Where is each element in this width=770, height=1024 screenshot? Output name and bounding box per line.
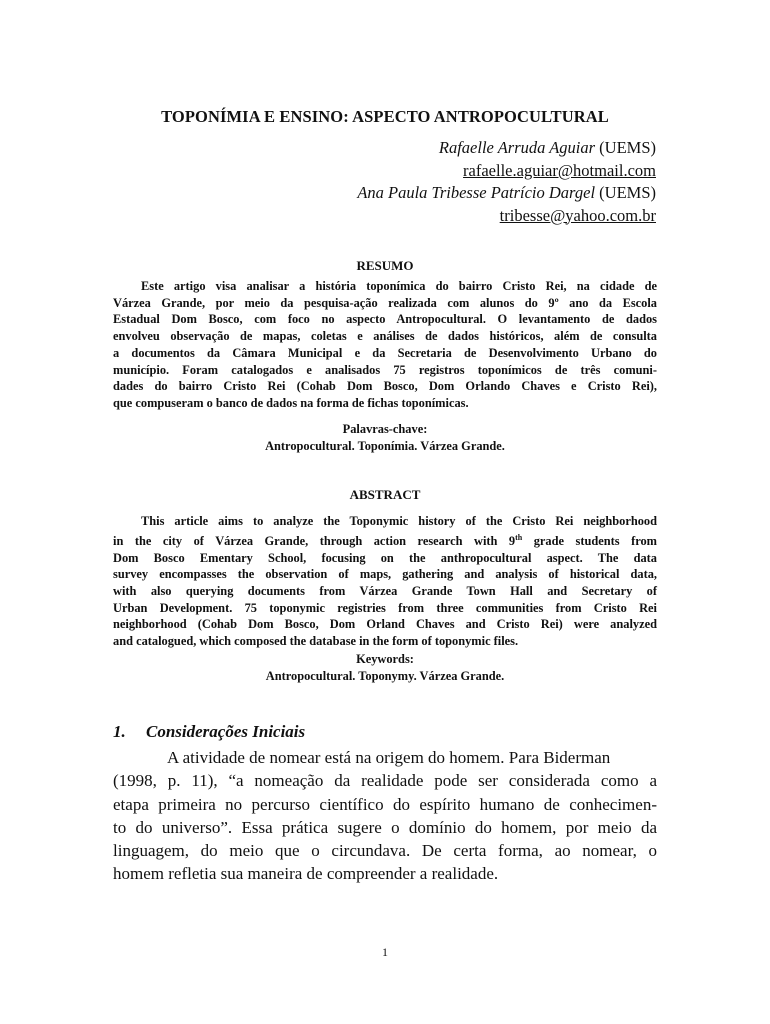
body-line: linguagem, do meio que o circundava. De certa forma, ao nomear, o	[113, 841, 657, 861]
author-affiliation: (UEMS)	[599, 138, 656, 157]
section-number: 1.	[113, 722, 126, 741]
body-line: (1998, p. 11), “a nomeação da realidade pode ser considerada como a	[113, 771, 657, 791]
author-email-line	[357, 205, 656, 228]
resumo-line: envolveu observação de mapas, coletas e análises de dados históricos, além de consulta	[113, 329, 657, 344]
resumo-line: a documentos da Câmara Municipal e da Secretaria de Desenvolvimento Urbano do	[113, 345, 657, 360]
resumo-line: Este artigo visa analisar a história toponímica do bairro Cristo Rei, na cidade de	[141, 279, 657, 293]
abstract-heading: ABSTRACT	[349, 487, 421, 502]
abstract-keywords	[113, 651, 657, 684]
abstract-line: with also querying documents from Várzea Grande Town Hall and Secretary of	[113, 583, 657, 598]
resumo-keywords	[113, 421, 657, 454]
section-title: Considerações Iniciais	[146, 722, 306, 741]
abstract-line: Dom Bosco Ementary School, focusing on the anthropocultural aspect. The data	[113, 550, 657, 565]
author-email-line	[357, 160, 656, 183]
resumo-heading: RESUMO	[356, 258, 414, 273]
resumo-line: Várzea Grande, por meio da pesquisa-ação realizada com alunos do 9º ano da Escola	[113, 295, 657, 310]
author-email-link[interactable]: rafaelle.aguiar@hotmail.com	[463, 160, 656, 180]
resumo-line: que compuseram o banco de dados na forma de fichas toponímicas.	[113, 395, 469, 410]
resumo-line: município. Foram catalogados e analisados 75 registros toponímicos de três comuni-	[113, 362, 657, 377]
keywords-label: Keywords:	[356, 652, 414, 666]
body-line: A atividade de nomear está na origem do homem. Para Biderman	[167, 748, 611, 767]
abstract-line: This article aims to analyze the Toponymic history of the Cristo Rei neighborhood	[141, 514, 657, 528]
keywords-text: Antropocultural. Toponímia. Várzea Grande.	[265, 438, 505, 453]
author-name: Rafaelle Arruda Aguiar	[438, 138, 596, 157]
abstract-body	[113, 513, 657, 650]
section-body	[113, 746, 657, 886]
keywords-label: Palavras-chave:	[342, 422, 428, 436]
page-number: 1	[382, 945, 388, 959]
paper-title: TOPONÍMIA E ENSINO: ASPECTO ANTROPOCULTURAL	[161, 107, 609, 126]
abstract-line: and catalogued, which composed the database in the form of toponymic files.	[113, 634, 519, 649]
author-line	[357, 137, 656, 160]
body-line: etapa primeira no percurso científico do espírito humano de conhecimen-	[113, 794, 657, 814]
body-line: homem refletia sua maneira de compreender a realidade.	[113, 864, 499, 884]
abstract-line: survey encompasses the observation of maps, gathering and analysis of historical data,	[113, 567, 657, 582]
author-affiliation: (UEMS)	[599, 183, 656, 202]
abstract-line: in the city of Várzea Grande, through action research with 9th grade students from	[113, 532, 657, 548]
resumo-body	[113, 278, 657, 412]
author-line	[357, 182, 656, 205]
abstract-line: neighborhood (Cohab Dom Bosco, Dom Orland Chaves and Cristo Rei) were analyzed	[113, 617, 657, 632]
abstract-line: Urban Development. 75 toponymic registries from three communities from Cristo Rei	[113, 600, 657, 615]
resumo-line: dades do bairro Cristo Rei (Cohab Dom Bosco, Dom Orlando Chaves e Cristo Rei),	[113, 379, 657, 394]
body-line: to do universo”. Essa prática sugere o domínio do homem, por meio da	[113, 817, 657, 837]
resumo-line: Estadual Dom Bosco, com foco no aspecto Antropocultural. O levantamento de dados	[113, 312, 657, 327]
section-heading	[113, 722, 305, 742]
author-block	[357, 137, 656, 227]
author-name: Ana Paula Tribesse Patrício Dargel	[357, 183, 596, 202]
keywords-text: Antropocultural. Toponymy. Várzea Grande.	[265, 668, 505, 683]
author-email-link[interactable]: tribesse@yahoo.com.br	[499, 205, 656, 225]
